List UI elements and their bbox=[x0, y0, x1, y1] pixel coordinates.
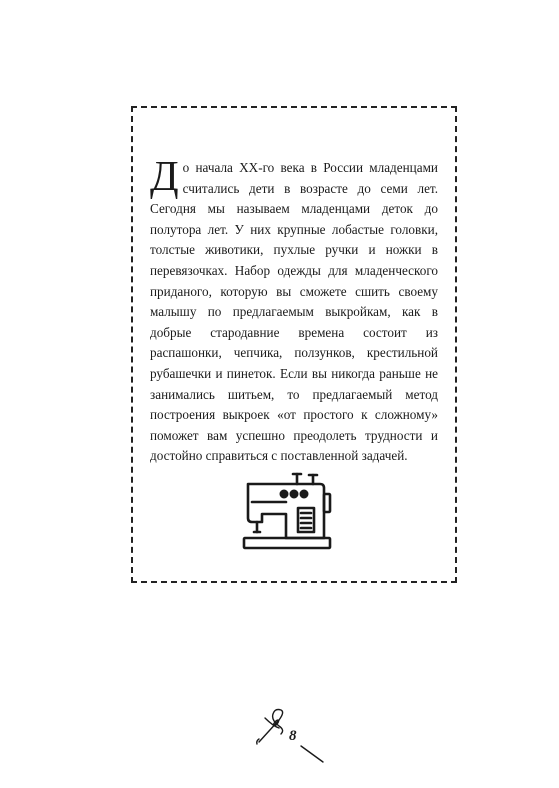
sewing-machine-icon bbox=[240, 472, 336, 554]
drop-cap: Д bbox=[150, 154, 179, 200]
intro-text bbox=[150, 154, 438, 467]
page-number: 8 bbox=[289, 728, 297, 744]
intro-body: о начала XX-го века в России младенцами считались дети в возрасте до семи лет. Сегодня мы называем младенцами деток до полутора лет. У них крупные лобастые головки, толстые животики, пухлые ручки и ножки в перевязочках. Набор одежды для младенческого приданого, которую вы сможете сшить своему малышу по предлагаемым выкройкам, как в добрые стародавние времена состоит из распашонки, чепчика, ползунков, крестильной рубашечки и пинеток. Если вы никогда раньше не занимались шитьем, то предлагаемый метод построения выкроек «от простого к сложному» поможет вам успешно преодолеть трудности и достойно справиться с поставленной задачей. bbox=[150, 160, 438, 464]
intro-paragraph bbox=[150, 154, 438, 467]
